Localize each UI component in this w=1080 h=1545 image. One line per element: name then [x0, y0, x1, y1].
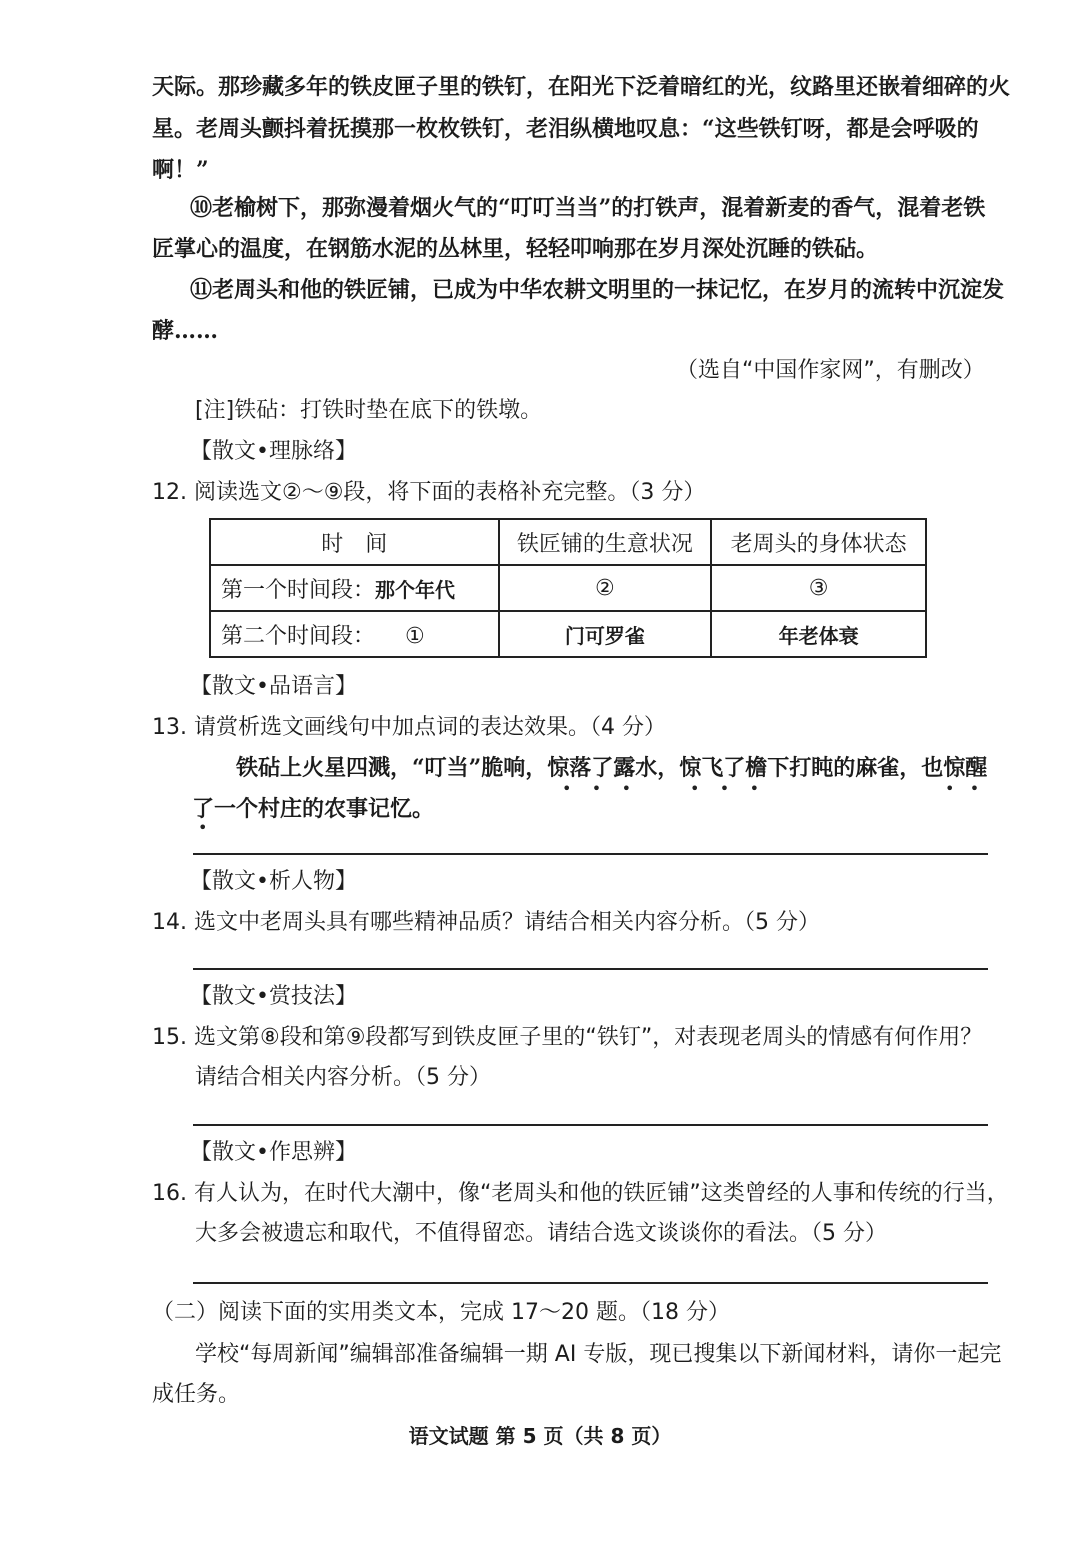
emphasis-dots: •	[198, 818, 208, 837]
question-13: 13. 请赏析选文画线句中加点词的表达效果。（4 分）	[152, 715, 666, 740]
table-cell: 年老体衰	[711, 611, 926, 657]
table-cell	[210, 565, 499, 611]
answer-line[interactable]	[193, 968, 988, 970]
blank-marker: ①	[405, 623, 425, 649]
page-footer: 语文试题 第 5 页（共 8 页）	[408, 1424, 672, 1448]
question-14: 14. 选文中老周头具有哪些精神品质？请结合相关内容分析。（5 分）	[152, 910, 820, 935]
emphasis-dots: • • •	[562, 779, 631, 798]
table-header: 时 间	[210, 519, 499, 565]
source-citation: （选自“中国作家网”，有删改）	[676, 358, 985, 383]
table-cell	[210, 611, 499, 657]
paragraph-11: ⑪老周头和他的铁匠铺，已成为中华农耕文明里的一抹记忆，在岁月的流转中沉淀发	[190, 277, 1005, 303]
table-cell: 门可罗雀	[499, 611, 712, 657]
footnote: [注]铁砧：打铁时垫在底下的铁墩。	[195, 398, 543, 423]
answer-line[interactable]	[193, 1124, 988, 1126]
emphasis-dots: • • •	[690, 779, 759, 798]
emphasis-dots: • •	[945, 779, 980, 798]
question-15: 15. 选文第⑧段和第⑨段都写到铁皮匣子里的“铁钉”，对表现老周头的情感有何作用？	[152, 1025, 983, 1050]
table-header: 老周头的身体状态	[711, 519, 926, 565]
quoted-sentence: 铁砧上火星四溅，“叮当”脆响，惊落了露水，惊飞了檐下打盹的麻雀，也惊醒	[236, 755, 988, 781]
passage-line: 星。老周头颤抖着抚摸那一枚枚铁钉，老泪纵横地叹息：“这些铁钉呀，都是会呼吸的	[152, 116, 979, 142]
paragraph-11-cont: 酵……	[152, 318, 219, 344]
answer-line[interactable]	[193, 1282, 988, 1284]
table-cell: ②	[499, 565, 712, 611]
quoted-sentence-cont: 了一个村庄的农事记忆。	[192, 796, 435, 822]
passage-line: 啊！”	[152, 157, 209, 183]
part-two-title: （二）阅读下面的实用类文本，完成 17～20 题。（18 分）	[152, 1300, 730, 1325]
row-label: 第一个时间段：	[221, 577, 376, 603]
question-16: 16. 有人认为，在时代大潮中，像“老周头和他的铁匠铺”这类曾经的人事和传统的行当，	[152, 1181, 1009, 1206]
paragraph-10-cont: 匠掌心的温度，在钢筋水泥的丛林里，轻轻叩响那在岁月深处沉睡的铁砧。	[152, 236, 879, 262]
passage-line: 天际。那珍藏多年的铁皮匣子里的铁钉，在阳光下泛着暗红的光，纹路里还嵌着细碎的火	[152, 74, 1011, 100]
question-12: 12. 阅读选文②～⑨段，将下面的表格补充完整。（3 分）	[152, 480, 706, 505]
table-header: 铁匠铺的生意状况	[499, 519, 712, 565]
handwritten-answer: 那个年代	[375, 577, 456, 602]
section-heading: 【散文•作思辨】	[190, 1140, 357, 1165]
section-heading: 【散文•理脉络】	[190, 439, 357, 464]
question-16-cont: 大多会被遗忘和取代，不值得留恋。请结合选文谈谈你的看法。（5 分）	[195, 1221, 887, 1246]
section-heading: 【散文•析人物】	[190, 869, 357, 894]
section-heading: 【散文•赏技法】	[190, 984, 357, 1009]
paragraph-10: ⑩老榆树下，那弥漫着烟火气的“叮叮当当”的打铁声，混着新麦的香气，混着老铁	[190, 195, 986, 221]
table-cell: ③	[711, 565, 926, 611]
answer-table	[209, 518, 927, 658]
row-label: 第二个时间段：	[221, 623, 376, 649]
question-15-cont: 请结合相关内容分析。（5 分）	[195, 1065, 491, 1090]
answer-line[interactable]	[193, 853, 988, 855]
part-two-intro: 学校“每周新闻”编辑部准备编辑一期 AI 专版，现已搜集以下新闻材料，请你一起完	[195, 1342, 1002, 1367]
section-heading: 【散文•品语言】	[190, 674, 357, 699]
part-two-intro-cont: 成任务。	[152, 1382, 241, 1407]
